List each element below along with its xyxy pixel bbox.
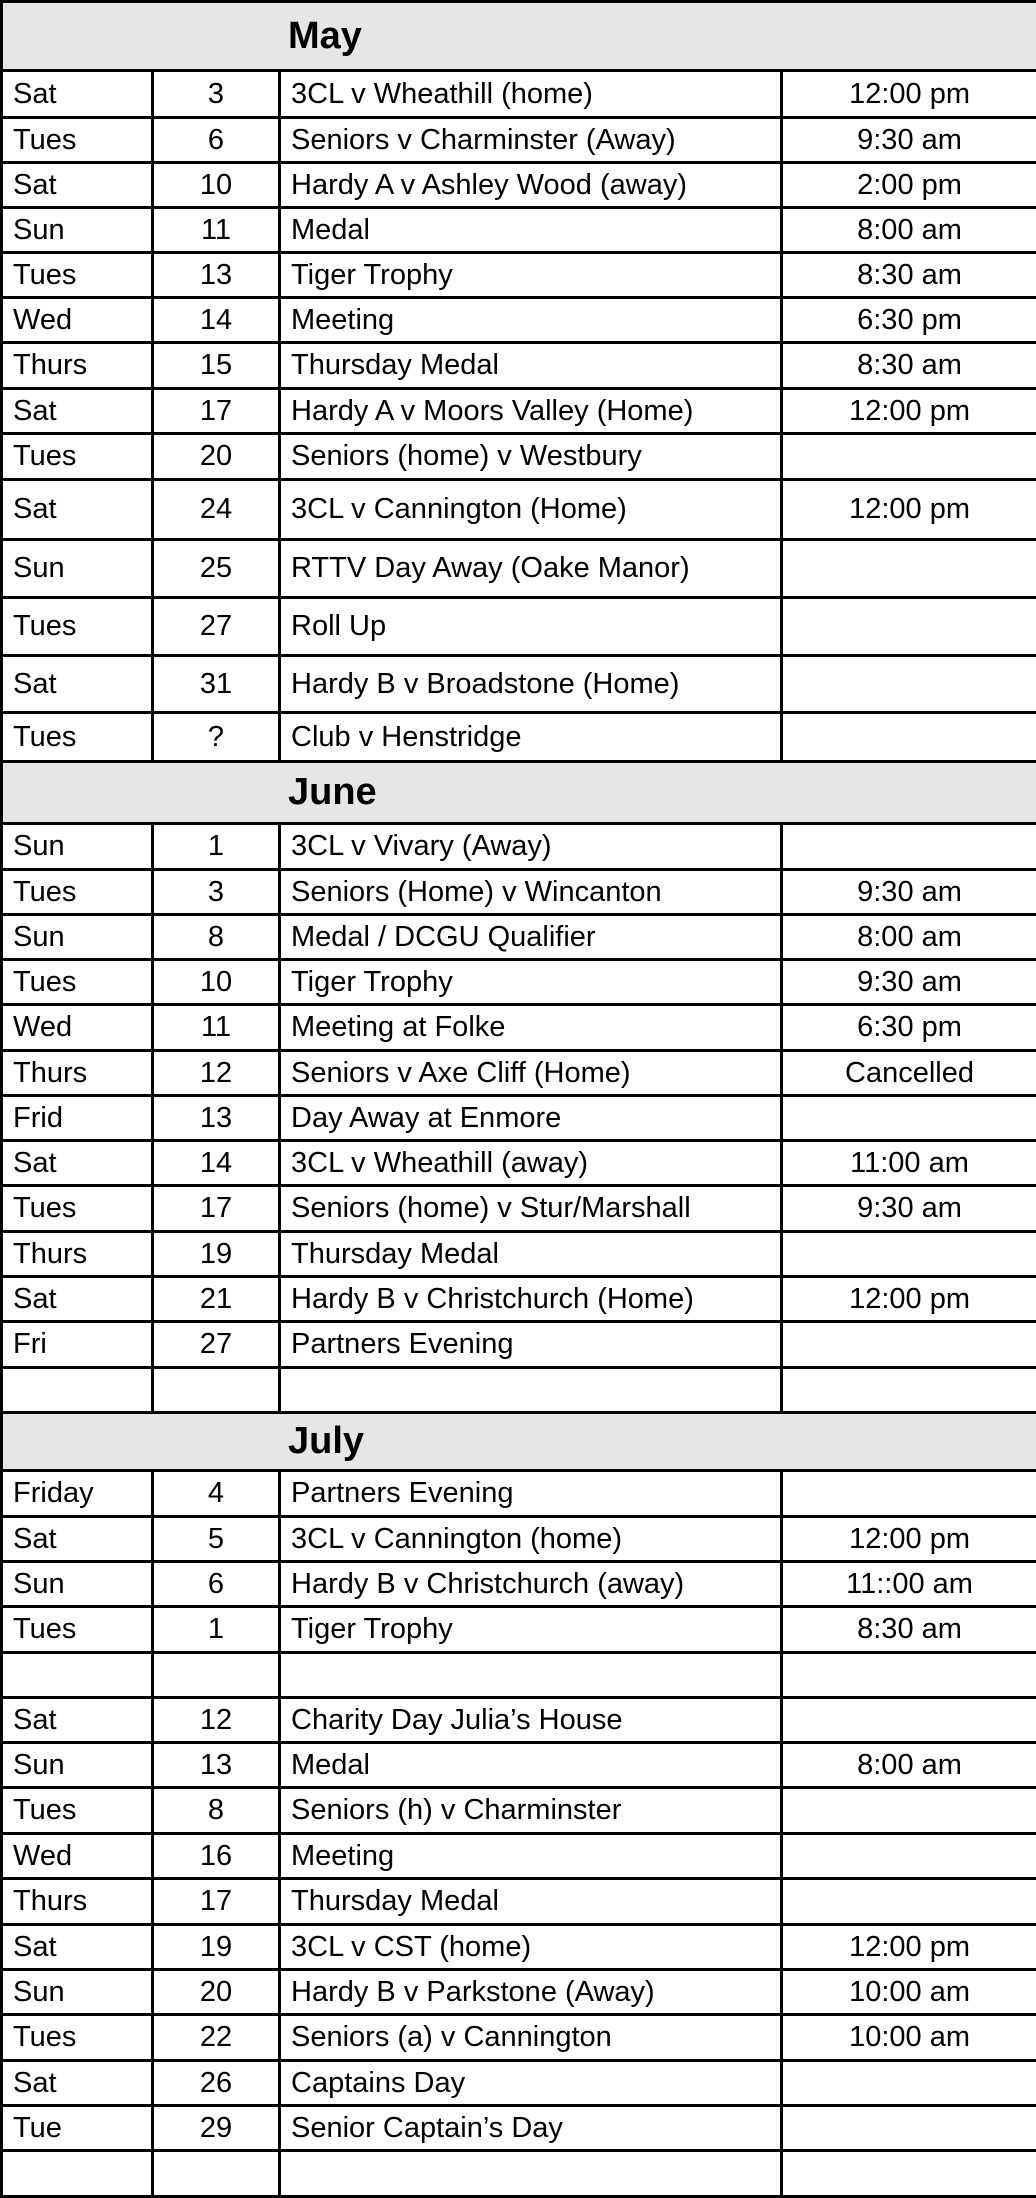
- day-cell: Tues: [2, 434, 153, 480]
- time-cell: 12:00 pm: [782, 389, 1036, 434]
- day-cell: Sun: [2, 540, 153, 598]
- time-cell: 8:00 am: [782, 208, 1036, 253]
- table-row: [2, 2106, 1036, 2151]
- table-row: [2, 118, 1036, 163]
- day-cell: Sat: [2, 163, 153, 208]
- date-cell: 11: [153, 1005, 280, 1051]
- event-cell: Tiger Trophy: [280, 1607, 782, 1653]
- table-row: [2, 1653, 1036, 1698]
- day-cell: [2, 1653, 153, 1698]
- month-title: July: [2, 1413, 1036, 1471]
- time-cell: 12:00 pm: [782, 1277, 1036, 1322]
- event-cell: Seniors (home) v Westbury: [280, 434, 782, 480]
- time-cell: [782, 1322, 1036, 1368]
- time-cell: [782, 2106, 1036, 2151]
- date-cell: 17: [153, 1186, 280, 1232]
- event-cell: 3CL v Cannington (Home): [280, 480, 782, 540]
- day-cell: Sat: [2, 656, 153, 713]
- day-cell: Thurs: [2, 1051, 153, 1096]
- date-cell: 13: [153, 1743, 280, 1788]
- table-row: [2, 1096, 1036, 1141]
- event-cell: [280, 1368, 782, 1413]
- table-row: [2, 598, 1036, 656]
- time-cell: 9:30 am: [782, 1186, 1036, 1232]
- date-cell: 12: [153, 1698, 280, 1743]
- day-cell: Tues: [2, 960, 153, 1005]
- table-row: [2, 1788, 1036, 1834]
- time-cell: 8:00 am: [782, 1743, 1036, 1788]
- table-row: [2, 915, 1036, 960]
- date-cell: 27: [153, 598, 280, 656]
- day-cell: Tues: [2, 1186, 153, 1232]
- day-cell: Sat: [2, 1517, 153, 1562]
- event-cell: Tiger Trophy: [280, 960, 782, 1005]
- table-row: [2, 208, 1036, 253]
- day-cell: Tues: [2, 2015, 153, 2061]
- event-cell: Captains Day: [280, 2061, 782, 2106]
- date-cell: 11: [153, 208, 280, 253]
- month-title: May: [2, 2, 1036, 71]
- table-row: [2, 1277, 1036, 1322]
- fixtures-body: [2, 2, 1036, 2197]
- event-cell: Partners Evening: [280, 1322, 782, 1368]
- time-cell: 6:30 pm: [782, 1005, 1036, 1051]
- date-cell: 15: [153, 343, 280, 389]
- date-cell: 1: [153, 1607, 280, 1653]
- event-cell: Medal: [280, 208, 782, 253]
- date-cell: 17: [153, 1879, 280, 1925]
- day-cell: Thurs: [2, 1232, 153, 1277]
- table-row: [2, 1232, 1036, 1277]
- event-cell: [280, 2151, 782, 2197]
- month-title: June: [2, 762, 1036, 824]
- table-row: [2, 434, 1036, 480]
- date-cell: [153, 1368, 280, 1413]
- day-cell: Frid: [2, 1096, 153, 1141]
- day-cell: Sat: [2, 480, 153, 540]
- date-cell: 27: [153, 1322, 280, 1368]
- time-cell: 10:00 am: [782, 2015, 1036, 2061]
- day-cell: Tues: [2, 1788, 153, 1834]
- date-cell: 12: [153, 1051, 280, 1096]
- table-row: [2, 960, 1036, 1005]
- event-cell: Tiger Trophy: [280, 253, 782, 298]
- event-cell: Charity Day Julia’s House: [280, 1698, 782, 1743]
- time-cell: 2:00 pm: [782, 163, 1036, 208]
- event-cell: Meeting: [280, 1834, 782, 1879]
- table-row: [2, 656, 1036, 713]
- time-cell: 8:30 am: [782, 253, 1036, 298]
- time-cell: [782, 1698, 1036, 1743]
- date-cell: 13: [153, 1096, 280, 1141]
- date-cell: 8: [153, 915, 280, 960]
- month-header-june: [2, 762, 1036, 824]
- table-row: [2, 163, 1036, 208]
- time-cell: 8:00 am: [782, 915, 1036, 960]
- day-cell: Tues: [2, 870, 153, 915]
- date-cell: 21: [153, 1277, 280, 1322]
- time-cell: [782, 1834, 1036, 1879]
- table-row: [2, 870, 1036, 915]
- event-cell: Hardy B v Christchurch (Home): [280, 1277, 782, 1322]
- event-cell: Meeting: [280, 298, 782, 343]
- table-row: [2, 824, 1036, 870]
- event-cell: Seniors (a) v Cannington: [280, 2015, 782, 2061]
- time-cell: [782, 540, 1036, 598]
- time-cell: 12:00 pm: [782, 480, 1036, 540]
- table-row: [2, 1879, 1036, 1925]
- day-cell: Tue: [2, 2106, 153, 2151]
- table-row: [2, 2015, 1036, 2061]
- event-cell: Hardy A v Ashley Wood (away): [280, 163, 782, 208]
- event-cell: Thursday Medal: [280, 1879, 782, 1925]
- time-cell: 9:30 am: [782, 870, 1036, 915]
- table-row: [2, 1562, 1036, 1607]
- table-row: [2, 1607, 1036, 1653]
- day-cell: Sat: [2, 1141, 153, 1186]
- day-cell: [2, 2151, 153, 2197]
- table-row: [2, 1368, 1036, 1413]
- table-row: [2, 1186, 1036, 1232]
- table-row: [2, 71, 1036, 118]
- table-row: [2, 1322, 1036, 1368]
- event-cell: [280, 1653, 782, 1698]
- date-cell: 19: [153, 1232, 280, 1277]
- date-cell: 3: [153, 870, 280, 915]
- table-row: [2, 1471, 1036, 1517]
- day-cell: [2, 1368, 153, 1413]
- event-cell: 3CL v Vivary (Away): [280, 824, 782, 870]
- event-cell: Club v Henstridge: [280, 713, 782, 762]
- day-cell: Sun: [2, 208, 153, 253]
- event-cell: Day Away at Enmore: [280, 1096, 782, 1141]
- event-cell: Thursday Medal: [280, 343, 782, 389]
- event-cell: Seniors (home) v Stur/Marshall: [280, 1186, 782, 1232]
- date-cell: 10: [153, 163, 280, 208]
- time-cell: 10:00 am: [782, 1970, 1036, 2015]
- time-cell: [782, 824, 1036, 870]
- table-row: [2, 1743, 1036, 1788]
- day-cell: Sat: [2, 2061, 153, 2106]
- date-cell: 13: [153, 253, 280, 298]
- time-cell: 8:30 am: [782, 1607, 1036, 1653]
- table-row: [2, 2061, 1036, 2106]
- time-cell: [782, 1653, 1036, 1698]
- time-cell: [782, 2151, 1036, 2197]
- time-cell: [782, 2061, 1036, 2106]
- table-row: [2, 713, 1036, 762]
- time-cell: [782, 713, 1036, 762]
- table-row: [2, 540, 1036, 598]
- date-cell: 20: [153, 1970, 280, 2015]
- event-cell: Hardy B v Christchurch (away): [280, 1562, 782, 1607]
- table-row: [2, 2151, 1036, 2197]
- time-cell: [782, 1096, 1036, 1141]
- date-cell: 24: [153, 480, 280, 540]
- month-header-may: [2, 2, 1036, 71]
- date-cell: 3: [153, 71, 280, 118]
- time-cell: [782, 1879, 1036, 1925]
- date-cell: 16: [153, 1834, 280, 1879]
- time-cell: [782, 1788, 1036, 1834]
- time-cell: [782, 434, 1036, 480]
- table-row: [2, 298, 1036, 343]
- day-cell: Thurs: [2, 343, 153, 389]
- event-cell: Thursday Medal: [280, 1232, 782, 1277]
- table-row: [2, 1517, 1036, 1562]
- time-cell: 12:00 pm: [782, 1925, 1036, 1970]
- time-cell: 12:00 pm: [782, 71, 1036, 118]
- table-row: [2, 253, 1036, 298]
- event-cell: 3CL v Wheathill (away): [280, 1141, 782, 1186]
- event-cell: 3CL v Wheathill (home): [280, 71, 782, 118]
- day-cell: Sun: [2, 1562, 153, 1607]
- time-cell: Cancelled: [782, 1051, 1036, 1096]
- day-cell: Sat: [2, 1277, 153, 1322]
- date-cell: 14: [153, 1141, 280, 1186]
- day-cell: Sat: [2, 389, 153, 434]
- table-row: [2, 343, 1036, 389]
- time-cell: 9:30 am: [782, 960, 1036, 1005]
- day-cell: Sun: [2, 824, 153, 870]
- date-cell: ?: [153, 713, 280, 762]
- table-row: [2, 480, 1036, 540]
- day-cell: Tues: [2, 598, 153, 656]
- day-cell: Sun: [2, 1970, 153, 2015]
- date-cell: [153, 1653, 280, 1698]
- time-cell: [782, 1368, 1036, 1413]
- time-cell: 8:30 am: [782, 343, 1036, 389]
- date-cell: 10: [153, 960, 280, 1005]
- time-cell: 6:30 pm: [782, 298, 1036, 343]
- day-cell: Friday: [2, 1471, 153, 1517]
- month-header-july: [2, 1413, 1036, 1471]
- date-cell: 17: [153, 389, 280, 434]
- date-cell: 8: [153, 1788, 280, 1834]
- event-cell: Seniors (Home) v Wincanton: [280, 870, 782, 915]
- date-cell: [153, 2151, 280, 2197]
- day-cell: Wed: [2, 298, 153, 343]
- time-cell: 11::00 am: [782, 1562, 1036, 1607]
- time-cell: [782, 1232, 1036, 1277]
- day-cell: Thurs: [2, 1879, 153, 1925]
- day-cell: Tues: [2, 253, 153, 298]
- date-cell: 6: [153, 1562, 280, 1607]
- date-cell: 6: [153, 118, 280, 163]
- day-cell: Tues: [2, 118, 153, 163]
- event-cell: Hardy B v Parkstone (Away): [280, 1970, 782, 2015]
- day-cell: Tues: [2, 1607, 153, 1653]
- day-cell: Tues: [2, 713, 153, 762]
- day-cell: Sun: [2, 1743, 153, 1788]
- event-cell: Medal / DCGU Qualifier: [280, 915, 782, 960]
- date-cell: 1: [153, 824, 280, 870]
- event-cell: Medal: [280, 1743, 782, 1788]
- date-cell: 25: [153, 540, 280, 598]
- date-cell: 26: [153, 2061, 280, 2106]
- table-row: [2, 1005, 1036, 1051]
- event-cell: 3CL v Cannington (home): [280, 1517, 782, 1562]
- date-cell: 5: [153, 1517, 280, 1562]
- day-cell: Sat: [2, 1698, 153, 1743]
- date-cell: 29: [153, 2106, 280, 2151]
- time-cell: 12:00 pm: [782, 1517, 1036, 1562]
- table-row: [2, 1141, 1036, 1186]
- date-cell: 22: [153, 2015, 280, 2061]
- date-cell: 19: [153, 1925, 280, 1970]
- event-cell: Partners Evening: [280, 1471, 782, 1517]
- table-row: [2, 1834, 1036, 1879]
- date-cell: 14: [153, 298, 280, 343]
- day-cell: Wed: [2, 1834, 153, 1879]
- time-cell: [782, 1471, 1036, 1517]
- date-cell: 4: [153, 1471, 280, 1517]
- event-cell: Seniors v Charminster (Away): [280, 118, 782, 163]
- time-cell: 9:30 am: [782, 118, 1036, 163]
- event-cell: Hardy A v Moors Valley (Home): [280, 389, 782, 434]
- table-row: [2, 1925, 1036, 1970]
- table-row: [2, 1051, 1036, 1096]
- table-row: [2, 1698, 1036, 1743]
- event-cell: Seniors v Axe Cliff (Home): [280, 1051, 782, 1096]
- date-cell: 31: [153, 656, 280, 713]
- event-cell: Seniors (h) v Charminster: [280, 1788, 782, 1834]
- event-cell: Senior Captain’s Day: [280, 2106, 782, 2151]
- table-row: [2, 1970, 1036, 2015]
- day-cell: Wed: [2, 1005, 153, 1051]
- time-cell: 11:00 am: [782, 1141, 1036, 1186]
- day-cell: Sun: [2, 915, 153, 960]
- event-cell: 3CL v CST (home): [280, 1925, 782, 1970]
- date-cell: 20: [153, 434, 280, 480]
- time-cell: [782, 656, 1036, 713]
- event-cell: Meeting at Folke: [280, 1005, 782, 1051]
- event-cell: Roll Up: [280, 598, 782, 656]
- event-cell: RTTV Day Away (Oake Manor): [280, 540, 782, 598]
- day-cell: Sat: [2, 1925, 153, 1970]
- event-cell: Hardy B v Broadstone (Home): [280, 656, 782, 713]
- day-cell: Sat: [2, 71, 153, 118]
- time-cell: [782, 598, 1036, 656]
- table-row: [2, 389, 1036, 434]
- day-cell: Fri: [2, 1322, 153, 1368]
